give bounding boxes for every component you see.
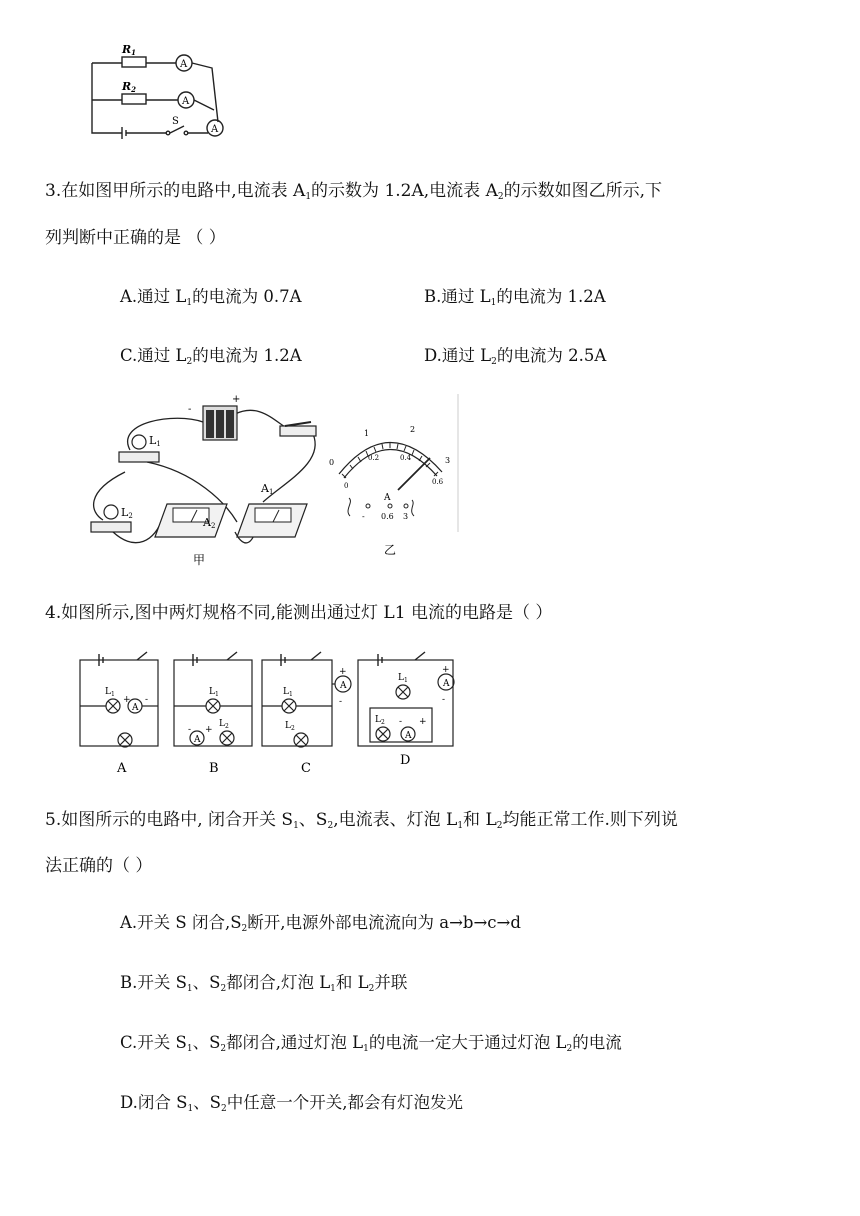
q5-stem-line2: 法正确的（ ） (45, 856, 153, 876)
q3-stem-line2: 列判断中正确的是 （ ） (45, 228, 226, 248)
svg-text:+: + (442, 665, 450, 675)
svg-text:L2: L2 (121, 506, 133, 520)
q5-stem-line1: 5.如图所示的电路中, 闭合开关 $S_1$、$S_2$,电流表、灯泡 $L_1$和 $L_2$均能正常工作.则下列说 (45, 810, 678, 831)
svg-text:A: A (132, 703, 139, 713)
svg-text:0: 0 (344, 482, 349, 490)
top-circuit-figure (84, 38, 234, 143)
meter-needle (398, 458, 430, 490)
svg-text:3: 3 (403, 512, 409, 521)
q3-option-b: B.通过 $L_1$的电流为 1.2A (424, 287, 606, 308)
svg-text:L2: $L_2$ (285, 721, 295, 732)
svg-text:2: 2 (410, 425, 416, 434)
q4-stem: 4.如图所示,图中两灯规格不同,能测出通过灯 L1 电流的电路是（ ） (45, 603, 553, 623)
circuit-label-a: A (117, 761, 127, 776)
svg-text:A: A (384, 493, 391, 503)
ammeter-a3-label: A (211, 124, 219, 135)
svg-text:+: + (339, 667, 347, 677)
svg-text:-: - (362, 512, 365, 521)
q3-stem-line1: 3.在如图甲所示的电路中,电流表 $A_1$的示数为 1.2A,电流表 $A_2$的示数如图乙所示,下 (45, 181, 662, 202)
ammeter-a2-label: A (182, 96, 190, 107)
svg-text:-: - (442, 695, 446, 705)
svg-text:-: - (145, 695, 149, 705)
svg-text:+: + (232, 394, 241, 405)
label-jia: 甲 (193, 553, 206, 567)
circuit-label-d: D (400, 753, 411, 768)
q3-figure-jia (85, 392, 330, 572)
q3-option-d: D.通过 $L_2$的电流为 2.5A (424, 346, 607, 367)
svg-text:L2: $L_2$ (375, 715, 385, 726)
svg-text:L2: $L_2$ (219, 719, 229, 730)
switch-icon (280, 422, 316, 436)
q5-option-c: C.开关 $S_1$、$S_2$都闭合,通过灯泡 $L_1$的电流一定大于通过灯泡 $L_2$的电流 (120, 1033, 622, 1054)
svg-text:3: 3 (445, 456, 451, 465)
switch-label: S (172, 116, 179, 127)
svg-text:0.2: 0.2 (368, 454, 380, 462)
svg-text:L1: $L_1$ (105, 687, 115, 698)
svg-text:1: 1 (364, 429, 370, 438)
svg-text:A: A (194, 735, 201, 745)
ammeter-a1-icon (237, 504, 307, 537)
svg-text:0.6: 0.6 (432, 478, 444, 486)
circuit-label-c: C (301, 761, 311, 776)
svg-text:A: A (443, 679, 450, 689)
ammeter-a2-icon (155, 504, 227, 537)
q4-figure-circuits (75, 648, 467, 776)
battery-icon (203, 406, 237, 440)
svg-text:+: + (123, 695, 131, 705)
q5-option-b: B.开关 $S_1$、$S_2$都闭合,灯泡 $L_1$和 $L_2$并联 (120, 973, 408, 994)
svg-text:-: - (188, 725, 192, 735)
svg-text:L1: $L_1$ (398, 673, 408, 684)
q3-option-a: A.通过 $L_1$的电流为 0.7A (120, 287, 302, 308)
svg-text:A: A (405, 731, 412, 741)
svg-text:A: A (340, 681, 347, 691)
svg-text:+: + (419, 717, 427, 727)
svg-text:A1: A1 (261, 482, 274, 496)
svg-text:0: 0 (329, 458, 335, 467)
svg-text:0.6: 0.6 (381, 512, 394, 521)
svg-text:-: - (399, 717, 403, 727)
label-yi: 乙 (384, 543, 397, 557)
svg-text:0.4: 0.4 (400, 454, 412, 462)
svg-text:A2: A2 (203, 516, 216, 530)
circuit-label-b: B (209, 761, 219, 776)
ammeter-a1-label: A (180, 59, 188, 70)
svg-text:+: + (205, 725, 213, 735)
svg-text:L1: $L_1$ (283, 687, 293, 698)
svg-text:-: - (188, 404, 192, 415)
q3-option-c: C.通过 $L_2$的电流为 1.2A (120, 346, 302, 367)
svg-text:-: - (339, 697, 343, 707)
r1-label: R1 (122, 43, 137, 57)
q3-figure-yi (324, 392, 459, 562)
svg-text:L1: $L_1$ (209, 687, 219, 698)
svg-text:L1: L1 (149, 434, 161, 448)
r2-label: R2 (122, 80, 137, 94)
q5-option-a: A.开关 S 闭合$,S_2$断开,电源外部电流流向为 a→b→c→d (120, 913, 521, 934)
q5-option-d: D.闭合 $S_1$、$S_2$中任意一个开关,都会有灯泡发光 (120, 1093, 463, 1114)
